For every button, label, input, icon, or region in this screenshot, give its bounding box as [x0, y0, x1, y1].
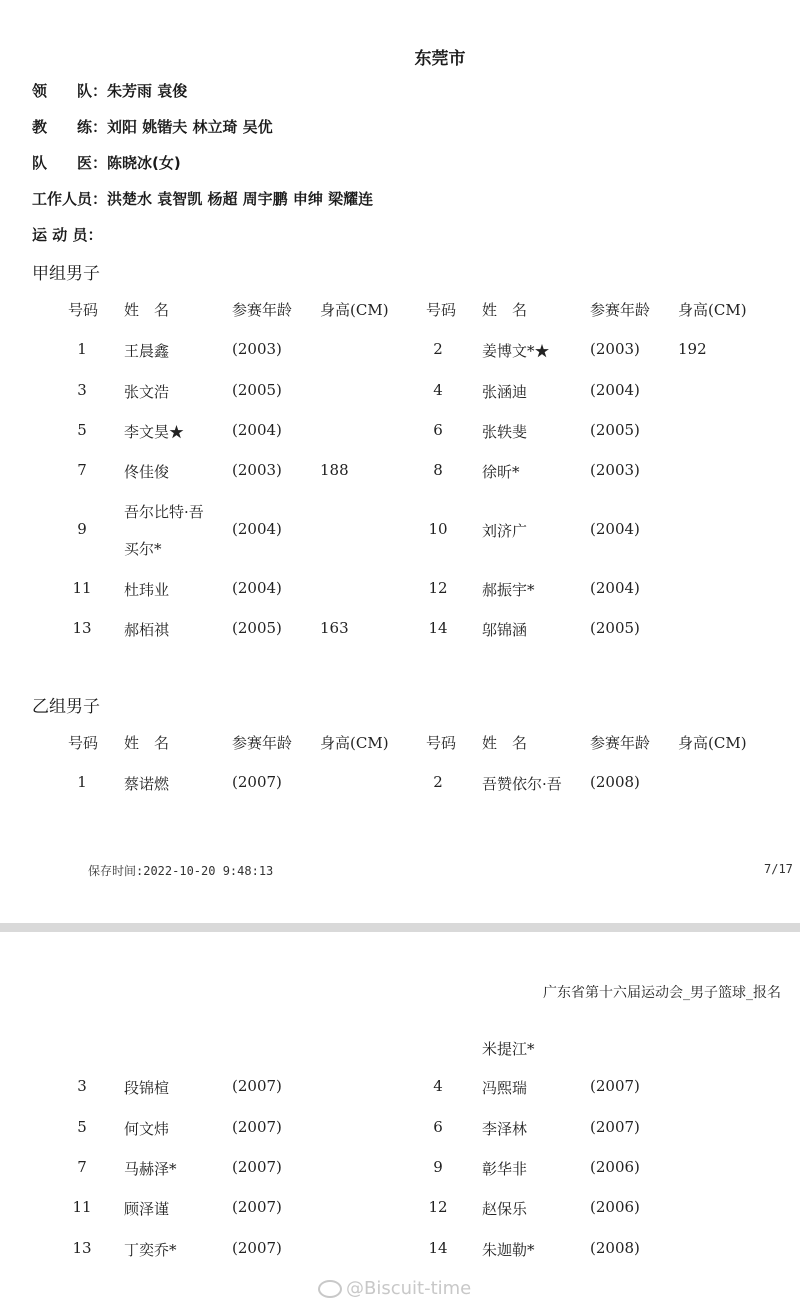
player-year: (2007) [232, 773, 282, 791]
player-year: (2003) [232, 340, 282, 358]
player-year: (2004) [590, 520, 640, 538]
header-height: 身高(CM) [320, 301, 389, 319]
player-year: (2007) [232, 1158, 282, 1176]
header-age: 参赛年龄 [590, 734, 651, 752]
header-number: 号码 [426, 301, 457, 319]
staff-row-leader [32, 80, 187, 101]
player-number: 2 [433, 773, 443, 791]
staff-row-staff [32, 188, 373, 209]
player-number: 1 [77, 340, 87, 358]
page-divider [0, 923, 800, 932]
player-name: 朱迦勒* [482, 1241, 535, 1259]
player-name: 段锦楦 [124, 1079, 170, 1097]
player-year: (2004) [232, 579, 282, 597]
player-name: 郝振宇* [482, 581, 535, 599]
staff-value: 陈晓冰(女) [107, 154, 181, 172]
player-number: 9 [433, 1158, 443, 1176]
player-name: 杜玮业 [124, 581, 170, 599]
header-height: 身高(CM) [320, 734, 389, 752]
player-year: (2005) [590, 421, 640, 439]
player-year: (2007) [232, 1198, 282, 1216]
player-year: (2008) [590, 773, 640, 791]
save-timestamp: 保存时间:2022-10-20 9:48:13 [88, 864, 274, 878]
player-number: 1 [77, 773, 87, 791]
player-year: (2007) [232, 1077, 282, 1095]
player-name: 蔡诺燃 [124, 775, 170, 793]
player-name: 佟佳俊 [124, 463, 170, 481]
player-name: 彰华非 [482, 1160, 528, 1178]
player-name: 张文浩 [124, 383, 170, 401]
player-year: (2004) [232, 520, 282, 538]
player-name: 冯熙瑞 [482, 1079, 528, 1097]
player-number: 2 [433, 340, 443, 358]
player-name: 刘济广 [482, 522, 528, 540]
player-year: (2008) [590, 1239, 640, 1257]
header-name: 姓 名 [124, 301, 170, 319]
player-name-continued: 买尔* [124, 540, 162, 558]
group-b-title: 乙组男子 [32, 697, 100, 717]
player-name: 徐昕* [482, 463, 520, 481]
player-number: 8 [433, 461, 443, 479]
player-number: 6 [433, 1118, 443, 1136]
player-number: 12 [428, 579, 448, 597]
player-name: 顾泽谨 [124, 1200, 170, 1218]
player-name: 王晨鑫 [124, 342, 170, 360]
player-number: 13 [72, 619, 92, 637]
player-year: (2003) [590, 461, 640, 479]
header-height: 身高(CM) [678, 734, 747, 752]
header-height: 身高(CM) [678, 301, 747, 319]
player-number: 5 [77, 421, 87, 439]
header-number: 号码 [68, 734, 99, 752]
player-height: 188 [320, 461, 349, 479]
player-name: 赵保乐 [482, 1200, 528, 1218]
staff-value: 刘阳 姚锴夫 林立琦 吴优 [107, 118, 273, 136]
player-height: 192 [678, 340, 707, 358]
running-header: 广东省第十六届运动会_男子篮球_报名 [543, 985, 781, 1001]
staff-row-athletes [32, 224, 102, 245]
player-year: (2005) [232, 619, 282, 637]
header-number: 号码 [68, 301, 99, 319]
header-age: 参赛年龄 [232, 734, 293, 752]
player-number: 3 [77, 381, 87, 399]
player-name: 吾尔比特·吾 [124, 503, 204, 521]
player-year: (2007) [232, 1239, 282, 1257]
player-number: 11 [72, 1198, 92, 1216]
player-number: 14 [428, 619, 448, 637]
staff-label: 队 医： [32, 154, 108, 172]
player-year: (2003) [590, 340, 640, 358]
player-number: 5 [77, 1118, 87, 1136]
header-name: 姓 名 [124, 734, 170, 752]
player-number: 7 [77, 461, 87, 479]
player-number: 9 [77, 520, 87, 538]
player-name: 吾赞依尔·吾 [482, 775, 562, 793]
player-number: 13 [72, 1239, 92, 1257]
player-year: (2003) [232, 461, 282, 479]
player-name: 郝栢祺 [124, 621, 170, 639]
player-year: (2007) [590, 1118, 640, 1136]
weibo-icon [318, 1280, 342, 1298]
player-name: 李文昊★ [124, 423, 185, 441]
player-year: (2006) [590, 1158, 640, 1176]
player-name: 张涵迪 [482, 383, 528, 401]
staff-row-doctor [32, 152, 181, 173]
player-year: (2004) [590, 579, 640, 597]
staff-row-coach [32, 116, 273, 137]
player-year: (2004) [232, 421, 282, 439]
player-year: (2006) [590, 1198, 640, 1216]
player-name: 张轶斐 [482, 423, 528, 441]
player-name: 姜博文*★ [482, 342, 550, 360]
staff-label: 领 队： [32, 82, 108, 100]
page-title: 东莞市 [414, 49, 466, 69]
staff-value: 洪楚水 袁智凯 杨超 周宇鹏 申绅 梁耀连 [107, 190, 374, 208]
player-year: (2007) [590, 1077, 640, 1095]
staff-label: 运 动 员： [32, 226, 103, 244]
player-name-continued: 米提江* [482, 1040, 535, 1058]
player-name: 邬锦涵 [482, 621, 528, 639]
player-height: 163 [320, 619, 349, 637]
player-name: 丁奕乔* [124, 1241, 177, 1259]
player-name: 何文炜 [124, 1120, 170, 1138]
page-number: 7/17 [764, 862, 793, 876]
player-year: (2004) [590, 381, 640, 399]
player-number: 11 [72, 579, 92, 597]
player-number: 3 [77, 1077, 87, 1095]
player-number: 7 [77, 1158, 87, 1176]
player-year: (2005) [232, 381, 282, 399]
player-year: (2005) [590, 619, 640, 637]
player-number: 12 [428, 1198, 448, 1216]
player-number: 14 [428, 1239, 448, 1257]
player-year: (2007) [232, 1118, 282, 1136]
watermark [318, 1278, 471, 1299]
header-age: 参赛年龄 [232, 301, 293, 319]
player-name: 李泽林 [482, 1120, 528, 1138]
header-name: 姓 名 [482, 734, 528, 752]
player-number: 10 [428, 520, 448, 538]
group-a-title: 甲组男子 [32, 264, 100, 284]
staff-value: 朱芳雨 袁俊 [107, 82, 188, 100]
player-number: 6 [433, 421, 443, 439]
player-number: 4 [433, 381, 443, 399]
staff-label: 教 练： [32, 118, 108, 136]
player-number: 4 [433, 1077, 443, 1095]
header-name: 姓 名 [482, 301, 528, 319]
header-number: 号码 [426, 734, 457, 752]
staff-label: 工作人员： [32, 190, 108, 208]
header-age: 参赛年龄 [590, 301, 651, 319]
watermark-text: @Biscuit-time [346, 1278, 472, 1299]
player-name: 马赫泽* [124, 1160, 177, 1178]
